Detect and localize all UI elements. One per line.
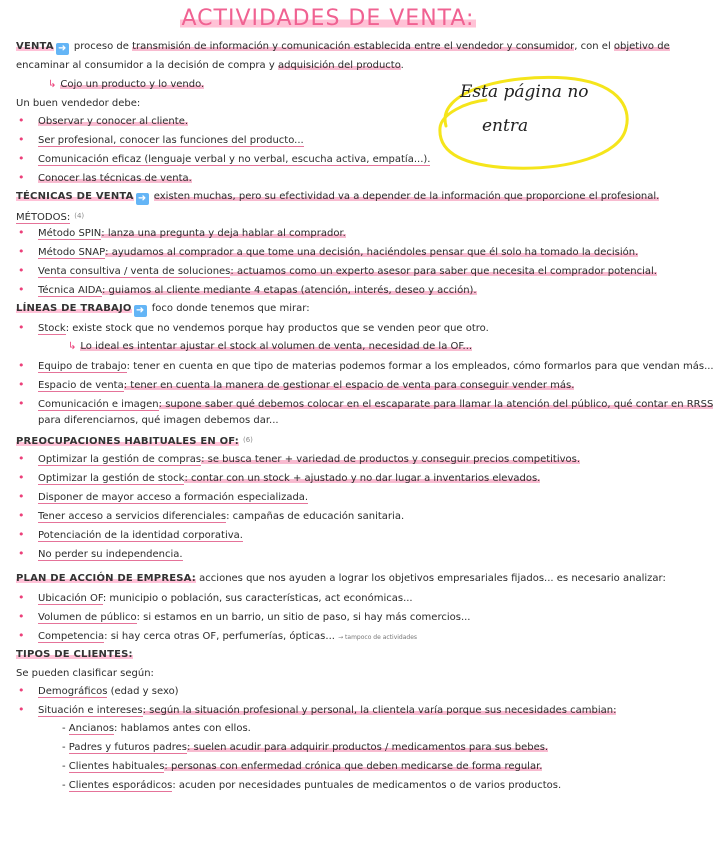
preocupaciones-heading-line: PREOCUPACIONES HABITUALES EN OF: $^{(6)}$ — [16, 436, 253, 447]
list-item: • Ser profesional, conocer las funciones del producto... — [18, 133, 304, 146]
bullet-icon: • — [18, 359, 25, 372]
list-item: • Disponer de mayor acceso a formación especializada. — [18, 490, 309, 503]
tipos-intro: Se pueden clasificar según: — [16, 668, 154, 679]
list-item: • Optimizar la gestión de stock: contar con un stock + ajustado y no dar lugar a inventarios elevados. — [18, 471, 541, 484]
list-item: • Situación e intereses: según la situación profesional y personal, la clientela varía porque sus necesidades cambian: — [18, 703, 617, 716]
metodos-heading: MÉTODOS: $^{(4)}$ — [16, 212, 85, 223]
list-item: • Espacio de venta: tener en cuenta la manera de gestionar el espacio de venta para conseguir vender más. — [18, 378, 575, 391]
handwritten-line-1: Esta página no — [460, 82, 589, 102]
bullet-icon: • — [18, 703, 25, 716]
list-item: • Venta consultiva / venta de soluciones: actuamos como un experto asesor para saber que necesita el comprador potencial. — [18, 264, 657, 277]
list-item: • Equipo de trabajo: tener en cuenta en que tipo de materias podemos formar a los empleados, cómo formarlos para que vendan más... — [18, 359, 714, 372]
plan-heading: PLAN DE ACCIÓN DE EMPRESA: — [16, 573, 196, 584]
vendedor-intro: Un buen vendedor debe: — [16, 98, 141, 109]
preocupaciones-heading: PREOCUPACIONES HABITUALES EN OF: — [16, 436, 239, 447]
sub-list-item: - Padres y futuros padres: suelen acudir para adquirir productos / medicamentos para sus bebes. — [62, 742, 549, 753]
bullet-icon: • — [18, 452, 25, 465]
arrow-right-icon: ➜ — [134, 305, 147, 317]
bullet-icon: • — [18, 490, 25, 503]
list-item: • Stock: existe stock que no vendemos porque hay productos que se venden peor que otro. — [18, 321, 489, 334]
list-item: • Potenciación de la identidad corporativa. — [18, 528, 243, 541]
bullet-icon: • — [18, 321, 25, 334]
bullet-icon: • — [18, 509, 25, 522]
list-item: • Técnica AIDA: guiamos al cliente mediante 4 etapas (atención, interés, deseo y acción). — [18, 283, 477, 296]
list-item: • Demográficos (edad y sexo) — [18, 684, 179, 697]
bullet-icon: • — [18, 264, 25, 277]
list-item: • Método SPIN: lanza una pregunta y deja hablar al comprador. — [18, 226, 346, 239]
bullet-icon: • — [18, 471, 25, 484]
bullet-icon: • — [18, 591, 25, 604]
bullet-icon: • — [18, 629, 25, 642]
list-item: • Volumen de público: si estamos en un barrio, un sitio de paso, si hay más comercios... — [18, 610, 471, 623]
notes-content — [16, 40, 714, 798]
bullet-icon: • — [18, 610, 25, 623]
plan-line: PLAN DE ACCIÓN DE EMPRESA: acciones que nos ayuden a lograr los objetivos empresariales fijados... es necesario analizar: — [16, 573, 666, 584]
arrow-right-icon: ➜ — [56, 43, 69, 55]
return-arrow-icon: ↳ — [48, 79, 57, 90]
list-item: • No perder su independencia. — [18, 547, 183, 560]
bullet-icon: • — [18, 114, 25, 127]
bullet-icon: • — [18, 397, 25, 410]
bullet-icon: • — [18, 684, 25, 697]
return-arrow-icon: ↳ — [68, 341, 77, 352]
list-item: • Tener acceso a servicios diferenciales: campañas de educación sanitaria. — [18, 509, 405, 522]
comunicacion-cont: para diferenciarnos, qué imagen debemos dar... — [38, 415, 279, 426]
tipos-heading: TIPOS DE CLIENTES: — [16, 649, 133, 660]
venta-line-2: encaminar al consumidor a la decisión de compra y adquisición del producto. — [16, 60, 404, 71]
bullet-icon: • — [18, 528, 25, 541]
bullet-icon: • — [18, 283, 25, 296]
sub-list-item: - Clientes habituales: personas con enfermedad crónica que deben medicarse de forma regular. — [62, 761, 543, 772]
list-item: • Observar y conocer al cliente. — [18, 114, 189, 127]
sub-list-item: - Ancianos: hablamos antes con ellos. — [62, 723, 251, 734]
bullet-icon: • — [18, 547, 25, 560]
tipos-heading-line — [16, 648, 640, 667]
list-item: • Competencia: si hay cerca otras OF, perfumerías, ópticas... → tampoco de actividades — [18, 629, 418, 642]
bullet-icon: • — [18, 171, 25, 184]
venta-sub: ↳ Cojo un producto y lo vendo. — [48, 79, 205, 90]
lineas-line: LÍNEAS DE TRABAJO ➜ foco donde tenemos que mirar: — [16, 303, 310, 316]
tecnicas-heading: TÉCNICAS DE VENTA — [16, 191, 134, 202]
sub-list-item: - Clientes esporádicos: acuden por necesidades puntuales de medicamentos o de varios productos. — [62, 780, 562, 791]
bullet-icon: • — [18, 245, 25, 258]
lineas-heading: LÍNEAS DE TRABAJO — [16, 303, 132, 314]
list-item: • Método SNAP: ayudamos al comprador a que tome una decisión, haciéndoles pensar que él solo ha tomado la decisión. — [18, 245, 639, 258]
list-item: • Comunicación eficaz (lenguaje verbal y no verbal, escucha activa, empatía...). — [18, 152, 431, 165]
list-item: • Comunicación e imagen: supone saber qué debemos colocar en el escaparate para llamar la atención del público, qué contar en RRSS — [18, 397, 714, 410]
page-title: ACTIVIDADES DE VENTA: — [181, 6, 475, 31]
venta-line-1: VENTA ➜ proceso de transmisión de información y comunicación establecida entre el vendedor y consumidor, con el objetivo de — [16, 41, 670, 54]
bullet-icon: • — [18, 133, 25, 146]
stock-sub: ↳ Lo ideal es intentar ajustar el stock al volumen de venta, necesidad de la OF... — [68, 341, 473, 352]
list-item: • Optimizar la gestión de compras: se busca tener + variedad de productos y conseguir precios competitivos. — [18, 452, 581, 465]
list-item: • Ubicación OF: municipio o población, sus características, act económicas... — [18, 591, 413, 604]
list-item: • Conocer las técnicas de venta. — [18, 171, 192, 184]
bullet-icon: • — [18, 226, 25, 239]
bullet-icon: • — [18, 152, 25, 165]
bullet-icon: • — [18, 378, 25, 391]
venta-heading: VENTA — [16, 41, 54, 52]
tecnicas-line: TÉCNICAS DE VENTA ➜ existen muchas, pero su efectividad va a depender de la información que proporcione el profesional. — [16, 191, 660, 204]
handwritten-line-2: entra — [482, 116, 529, 136]
arrow-right-icon: ➜ — [136, 193, 149, 205]
